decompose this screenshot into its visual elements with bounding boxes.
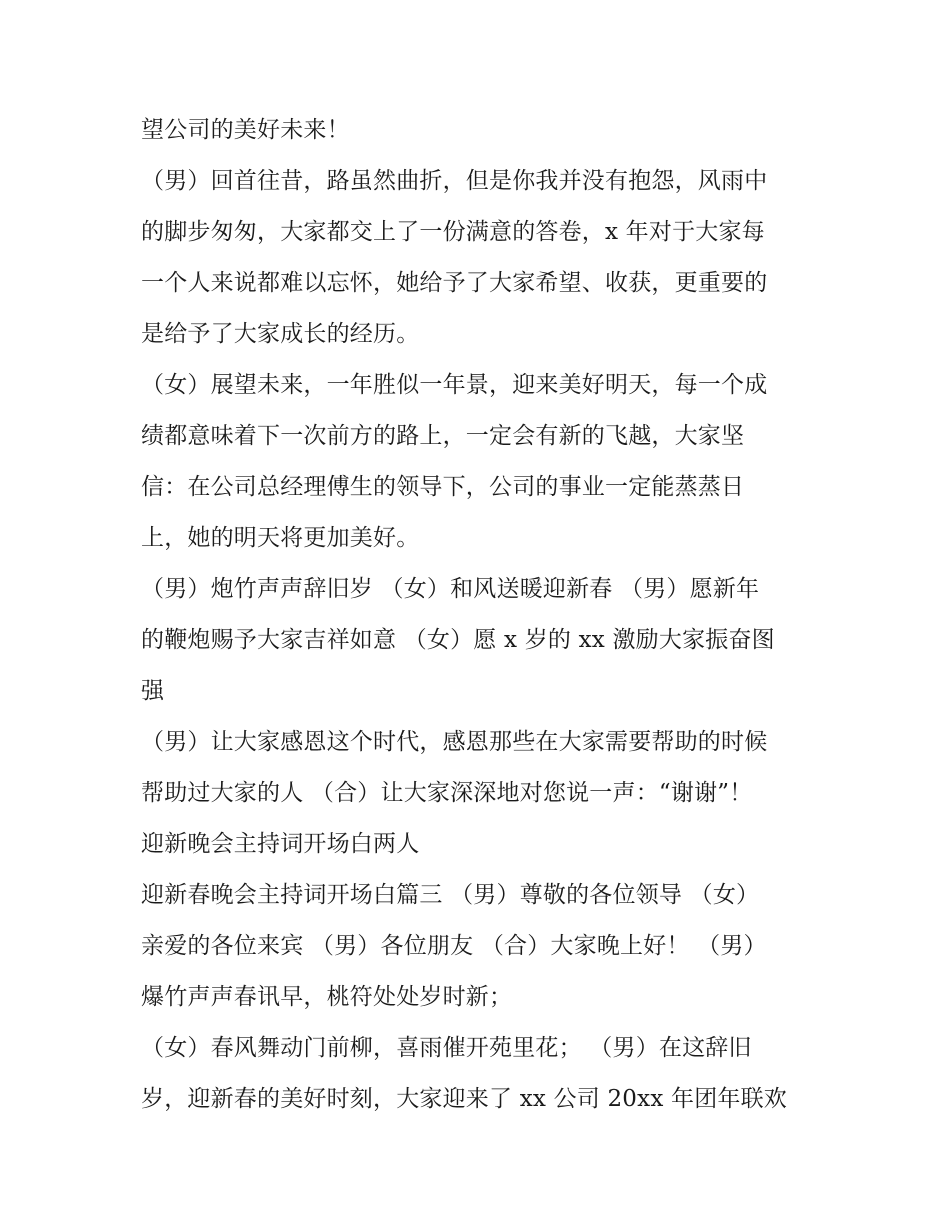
text-line: 爆竹声声春讯早，桃符处处岁时新； xyxy=(141,984,513,1010)
text-line: 帮助过大家的人 （合）让大家深深地对您说一声：“谢谢”！ xyxy=(141,780,753,806)
text-line: 岁，迎新春的美好时刻，大家迎来了 xx 公司 20xx 年团年联欢 xyxy=(141,1086,787,1112)
text-line: （男）让大家感恩这个时代，感恩那些在大家需要帮助的时候 xyxy=(141,729,768,755)
text-line: 强 xyxy=(141,678,165,704)
text-line: 绩都意味着下一次前方的路上，一定会有新的飞越，大家坚 xyxy=(141,423,745,449)
text-line: （女）展望未来，一年胜似一年景，迎来美好明天，每一个成 xyxy=(141,372,768,398)
text-line: 信：在公司总经理傅生的领导下，公司的事业一定能蒸蒸日 xyxy=(141,474,745,500)
text-line: 望公司的美好未来！ xyxy=(141,117,350,143)
text-line: 的脚步匆匆，大家都交上了一份满意的答卷，x 年对于大家每 xyxy=(141,219,765,245)
text-line: 亲爱的各位来宾 （男）各位朋友 （合）大家晚上好！ （男） xyxy=(141,933,767,959)
text-line: 是给予了大家成长的经历。 xyxy=(141,321,420,347)
text-line: 迎新春晚会主持词开场白篇三 （男）尊敬的各位领导 （女） xyxy=(141,882,760,908)
text-line: （男）回首往昔，路虽然曲折，但是你我并没有抱怨，风雨中 xyxy=(141,168,768,194)
text-line: 上，她的明天将更加美好。 xyxy=(141,525,420,551)
text-line: （女）春风舞动门前柳，喜雨催开苑里花； （男）在这辞旧 xyxy=(141,1035,752,1061)
text-line: 一个人来说都难以忘怀，她给予了大家希望、收获，更重要的 xyxy=(141,270,768,296)
text-line: 迎新晚会主持词开场白两人 xyxy=(141,831,420,857)
text-line: （男）炮竹声声辞旧岁 （女）和风送暖迎新春 （男）愿新年 xyxy=(141,576,760,602)
text-line: 的鞭炮赐予大家吉祥如意 （女）愿 x 岁的 xx 激励大家振奋图 xyxy=(141,627,775,653)
